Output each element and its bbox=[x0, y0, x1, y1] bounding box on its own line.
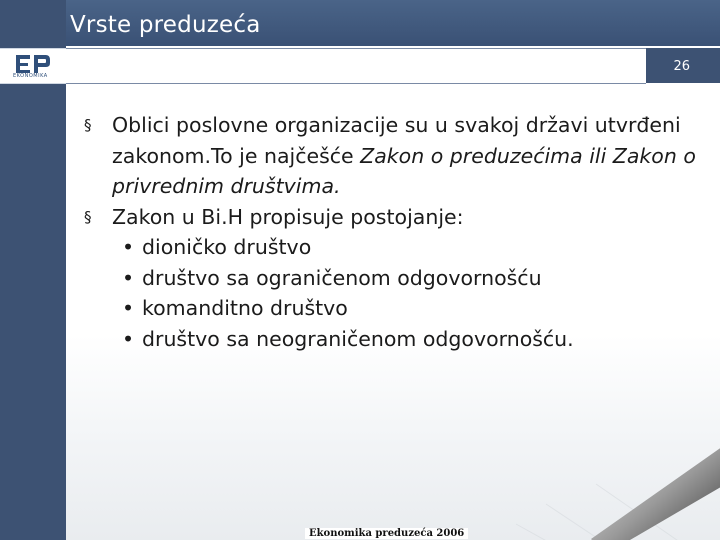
list-item bbox=[84, 202, 704, 233]
page-number: 26 bbox=[673, 59, 690, 74]
slide-title: Vrste preduzeća bbox=[70, 12, 261, 38]
fountain-pen-illustration bbox=[396, 444, 720, 540]
square-bullet-icon: § bbox=[84, 207, 92, 226]
bullet-text: Oblici poslovne organizacije su u svakoj državi utvrđeni zakonom.To je najčešće bbox=[112, 113, 681, 168]
sub-list-item bbox=[84, 324, 704, 355]
square-bullet-icon: § bbox=[84, 116, 92, 134]
sub-list-item bbox=[84, 263, 704, 294]
round-bullet-icon: • bbox=[122, 296, 135, 320]
logo bbox=[0, 48, 66, 84]
sub-item-text: društvo sa neograničenom odgovornošću. bbox=[142, 326, 574, 351]
round-bullet-icon: • bbox=[122, 265, 135, 290]
round-bullet-icon: • bbox=[122, 326, 135, 351]
bullet-text: Zakon u Bi.H propisuje postojanje: bbox=[112, 204, 464, 229]
list-item bbox=[84, 110, 704, 202]
bullet-list bbox=[84, 110, 704, 354]
sub-item-text: društvo sa ograničenom odgovornošću bbox=[142, 265, 542, 290]
header-band bbox=[66, 48, 646, 84]
bullet-text-italic: Zakon o preduzećima ili Zakon o privrednim društvima. bbox=[112, 143, 696, 198]
sub-item-text: dioničko društvo bbox=[142, 235, 312, 259]
sub-list-item bbox=[84, 232, 704, 263]
sub-item-text: komanditno društvo bbox=[142, 296, 348, 320]
page-number-box bbox=[646, 48, 720, 83]
logo-text: EKONOMIKA bbox=[13, 73, 48, 79]
round-bullet-icon: • bbox=[122, 235, 135, 259]
footer-text: Ekonomika preduzeća 2006 bbox=[305, 528, 468, 539]
sub-list-item bbox=[84, 293, 704, 324]
